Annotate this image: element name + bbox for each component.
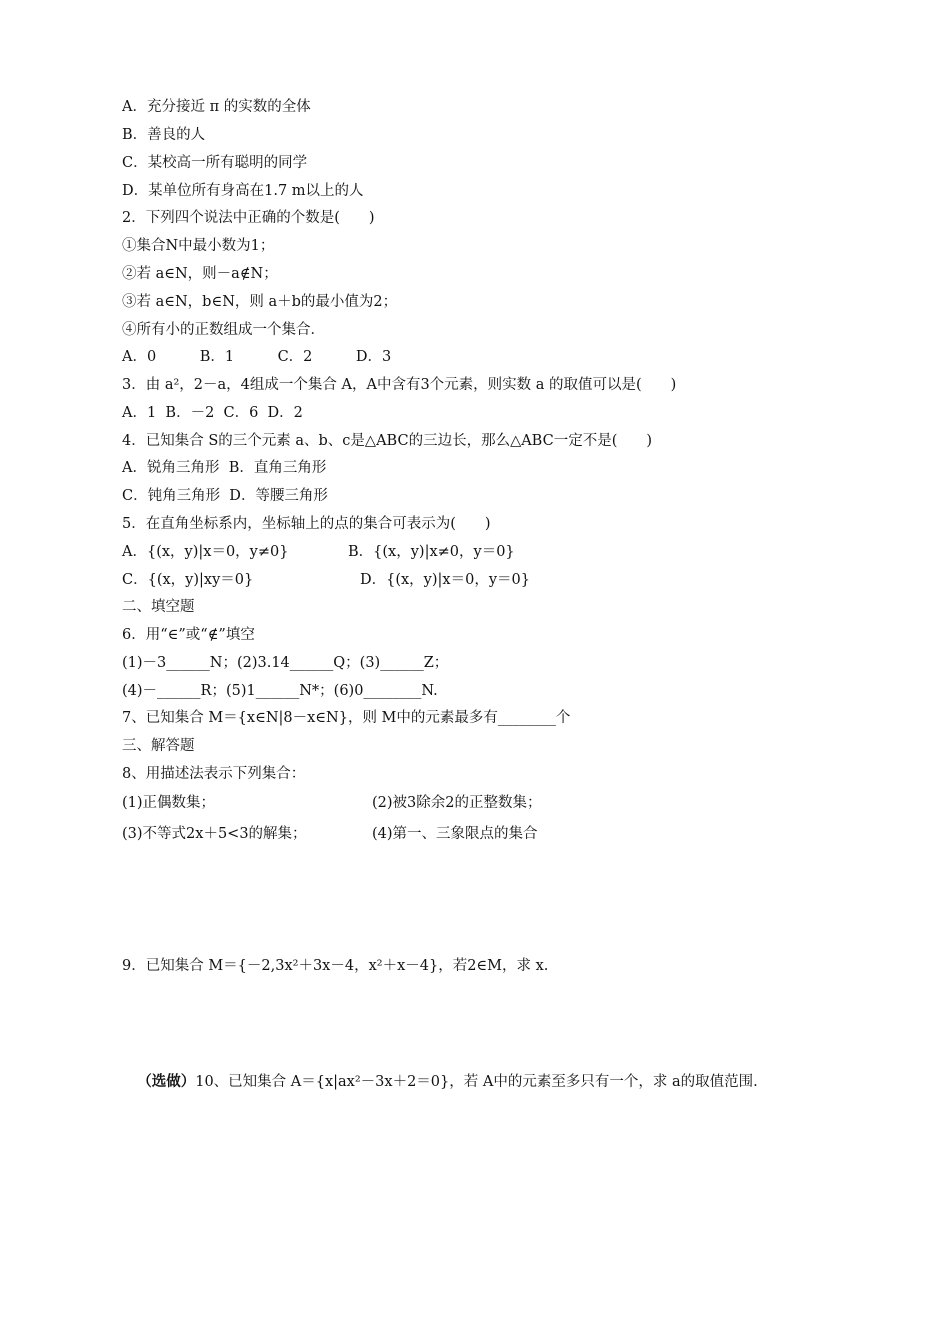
section-fill-blank: 二、填空题 (122, 599, 195, 615)
question-6: 6．用“∈”或“∉”填空 (122, 627, 255, 643)
question-8: 8、用描述法表示下列集合： (122, 766, 306, 782)
question-8-part-2: (2)被3除余2的正整数集； (372, 795, 542, 811)
option-5d: D．{(x，y)|x＝0，y＝0} (360, 572, 530, 588)
statement-4: ④所有小的正数组成一个集合． (122, 322, 325, 338)
question-6-row-2: (4)－______R；(5)1______N*；(6)0________N. (122, 683, 438, 699)
question-10: 10、已知集合 A＝{x|ax²－3x＋2＝0}，若 A中的元素至多只有一个，求 a的取值范围. (195, 1074, 758, 1090)
question-8-part-4: (4)第一、三象限点的集合 (372, 826, 538, 842)
option-5b: B．{(x，y)|x≠0，y＝0} (348, 544, 515, 560)
options-2: A．0 B．1 C．2 D．3 (122, 349, 392, 365)
question-5: 5．在直角坐标系内，坐标轴上的点的集合可表示为( ) (122, 516, 491, 532)
option-1d: D．某单位所有身高在1.7 m以上的人 (122, 183, 364, 199)
statement-3: ③若 a∈N，b∈N，则 a＋b的最小值为2； (122, 294, 398, 310)
options-4a: A．锐角三角形 B．直角三角形 (122, 460, 327, 476)
option-1b: B．善良的人 (122, 127, 206, 143)
option-5a: A．{(x，y)|x＝0，y≠0} (122, 544, 289, 560)
options-4b: C．钝角三角形 D．等腰三角形 (122, 488, 328, 504)
question-7: 7、已知集合 M＝{x∈N|8－x∈N}，则 M中的元素最多有________个 (122, 710, 571, 726)
question-6-row-1: (1)－3______N；(2)3.14______Q；(3)______Z； (122, 655, 449, 671)
optional-label: （选做） (137, 1073, 196, 1090)
question-2: 2．下列四个说法中正确的个数是( ) (122, 210, 375, 226)
option-5c: C．{(x，y)|xy＝0} (122, 572, 254, 588)
question-4: 4．已知集合 S的三个元素 a、b、c是△ABC的三边长，那么△ABC一定不是( ) (122, 433, 653, 449)
option-1a: A．充分接近 π 的实数的全体 (122, 99, 311, 115)
question-8-part-1: (1)正偶数集； (122, 795, 216, 811)
option-1c: C．某校高一所有聪明的同学 (122, 155, 308, 171)
statement-1: ①集合N中最小数为1； (122, 238, 275, 254)
statement-2: ②若 a∈N，则－a∉N； (122, 266, 278, 282)
question-9: 9．已知集合 M＝{－2,3x²＋3x－4，x²＋x－4}，若2∈M，求 x. (122, 958, 549, 974)
question-3: 3．由 a²，2－a，4组成一个集合 A，A中含有3个元素，则实数 a 的取值可以是( ) (122, 377, 677, 393)
question-8-part-3: (3)不等式2x＋5<3的解集； (122, 826, 307, 842)
options-3: A．1 B．－2 C．6 D．2 (122, 405, 303, 421)
section-answer: 三、解答题 (122, 738, 195, 754)
